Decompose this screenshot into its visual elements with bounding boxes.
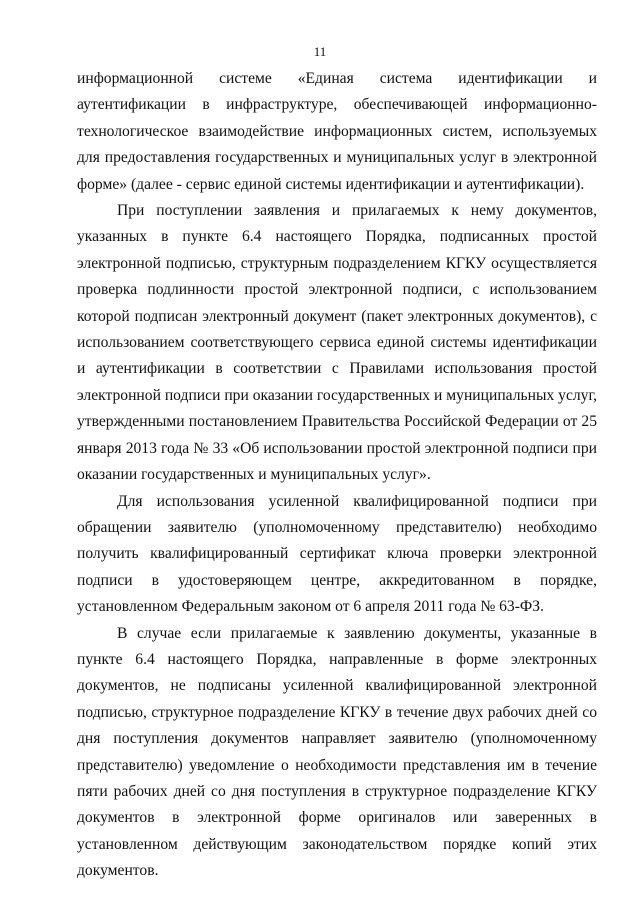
paragraph-1: информационной системе «Единая система идентификации и аутентификации в инфраструктуре, обеспечивающей информационно-технологическое взаимодействие информационных систем, используемых для предоставления государственных и муниципальных услуг в электронной форме» (далее - сервис единой системы идентификации и аутентификации). bbox=[77, 70, 597, 193]
page-number: 11 bbox=[313, 44, 327, 59]
paragraph-4: В случае если прилагаемые к заявлению документы, указанные в пункте 6.4 настоящего Порядка, направленные в форме электронных документов, не подписаны усиленной квалифицированной электронной подписью, структурное подразделение КГКУ в течение двух рабочих дней со дня поступления документов направляет заявителю (уполномоченному представителю) уведомление о необходимости представления им в течение пяти рабочих дней со дня поступления в структурное подразделение КГКУ документов в электронной форме оригиналов или заверенных в установленном действующим законодательством порядке копий этих документов. bbox=[77, 624, 597, 880]
paragraph-2: При поступлении заявления и прилагаемых к нему документов, указанных в пункте 6.4 настоящего Порядка, подписанных простой электронной подписью, структурным подразделением КГКУ осуществляется проверка подлинности простой электронной подписи, с использованием которой подписан электронный документ (пакет электронных документов), с использованием соответствующего сервиса единой системы идентификации и аутентификации в соответствии с Правилами использования простой электронной подписи при оказании государственных и муниципальных услуг, утвержденными постановлением Правительства Российской Федерации от 25 января 2013 года № 33 «Об использовании простой электронной подписи при оказании государственных и муниципальных услуг». bbox=[77, 202, 597, 484]
paragraph-3: Для использования усиленной квалифицированной подписи при обращении заявителю (уполномоченному представителю) необходимо получить квалифицированный сертификат ключа проверки электронной подписи в удостоверяющем центре, аккредитованном в порядке, установленном Федеральным законом от 6 апреля 2011 года № 63-ФЗ. bbox=[77, 492, 597, 616]
document-body bbox=[77, 66, 597, 885]
